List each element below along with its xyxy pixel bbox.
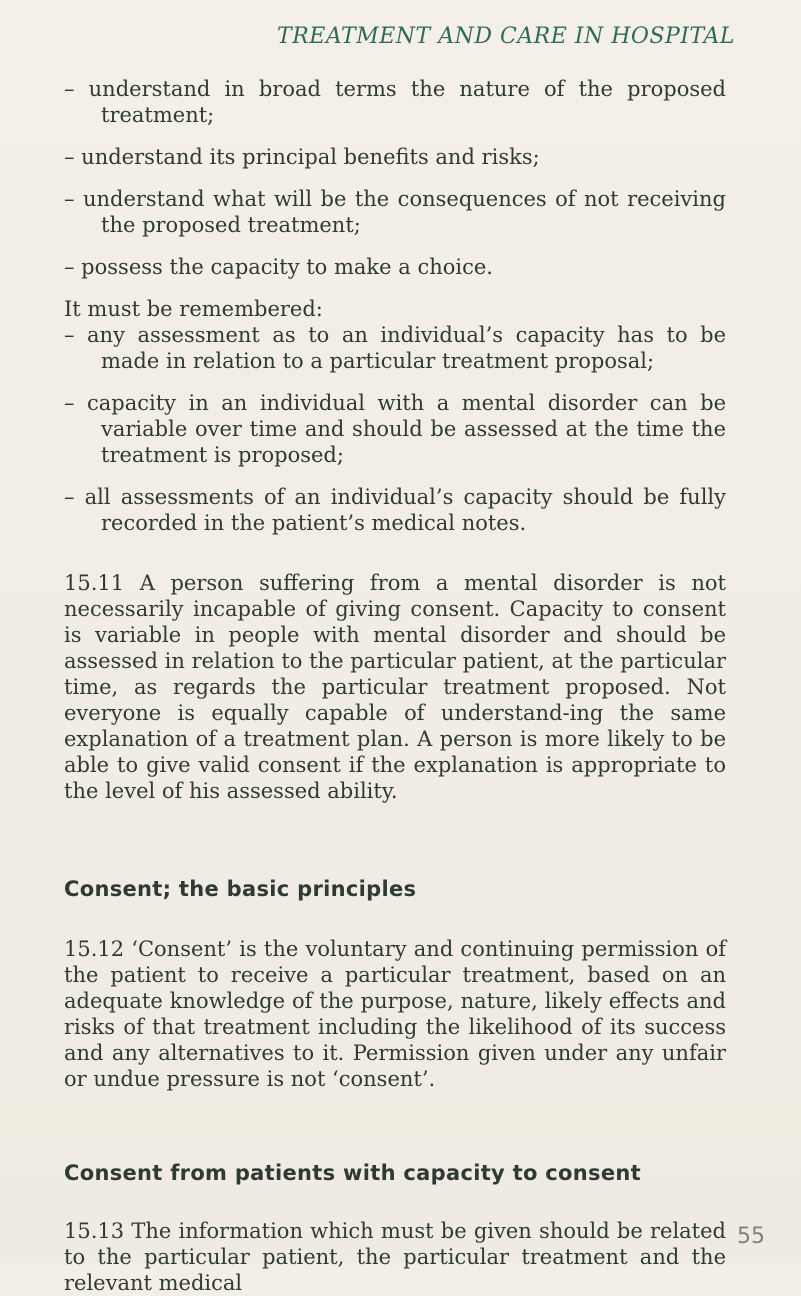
paragraph-15-13: 15.13 The information which must be given should be related to the particular patient, the particular treatment and the relevant medical [64, 1219, 726, 1295]
section-heading: Consent from patients with capacity to consent [64, 1161, 641, 1185]
list-item: – capacity in an individual with a mental disorder can be variable over time and should be assessed at the time the treatment is proposed; [64, 391, 726, 467]
list-item: – possess the capacity to make a choice. [64, 255, 493, 279]
list-item: – understand its principal benefits and risks; [64, 145, 540, 169]
paragraph-15-12: 15.12 ‘Consent’ is the voluntary and continuing permission of the patient to receive a particular treatment, based on an adequate knowledge of the purpose, nature, likely effects and risks of that treatment including the likelihood of its success and any alternatives to it. Permission given under any unfair or undue pressure is not ‘consent’. [64, 937, 726, 1091]
list-item: – understand in broad terms the nature of the proposed treatment; [64, 77, 726, 127]
section-heading: Consent; the basic principles [64, 877, 417, 901]
page-number: 55 [737, 1224, 765, 1249]
list-item: – all assessments of an individual’s capacity should be fully recorded in the patient’s medical notes. [64, 485, 726, 535]
list-item: – understand what will be the consequences of not receiving the proposed treatment; [64, 187, 726, 237]
intro-text: It must be remembered: [64, 297, 323, 321]
running-head: TREATMENT AND CARE IN HOSPITAL [277, 24, 735, 49]
page-body [64, 76, 726, 1296]
list-item: – any assessment as to an individual’s capacity has to be made in relation to a particular treatment proposal; [64, 323, 726, 373]
paragraph-15-11: 15.11 A person suffering from a mental disorder is not necessarily incapable of giving consent. Capacity to consent is variable in people with mental disorder and should be assessed in relation to the particular patient, at the particular time, as regards the particular treatment proposed. Not everyone is equally capable of understand-ing the same explanation of a treatment plan. A person is more likely to be able to give valid consent if the explanation is appropriate to the level of his assessed ability. [64, 571, 726, 803]
